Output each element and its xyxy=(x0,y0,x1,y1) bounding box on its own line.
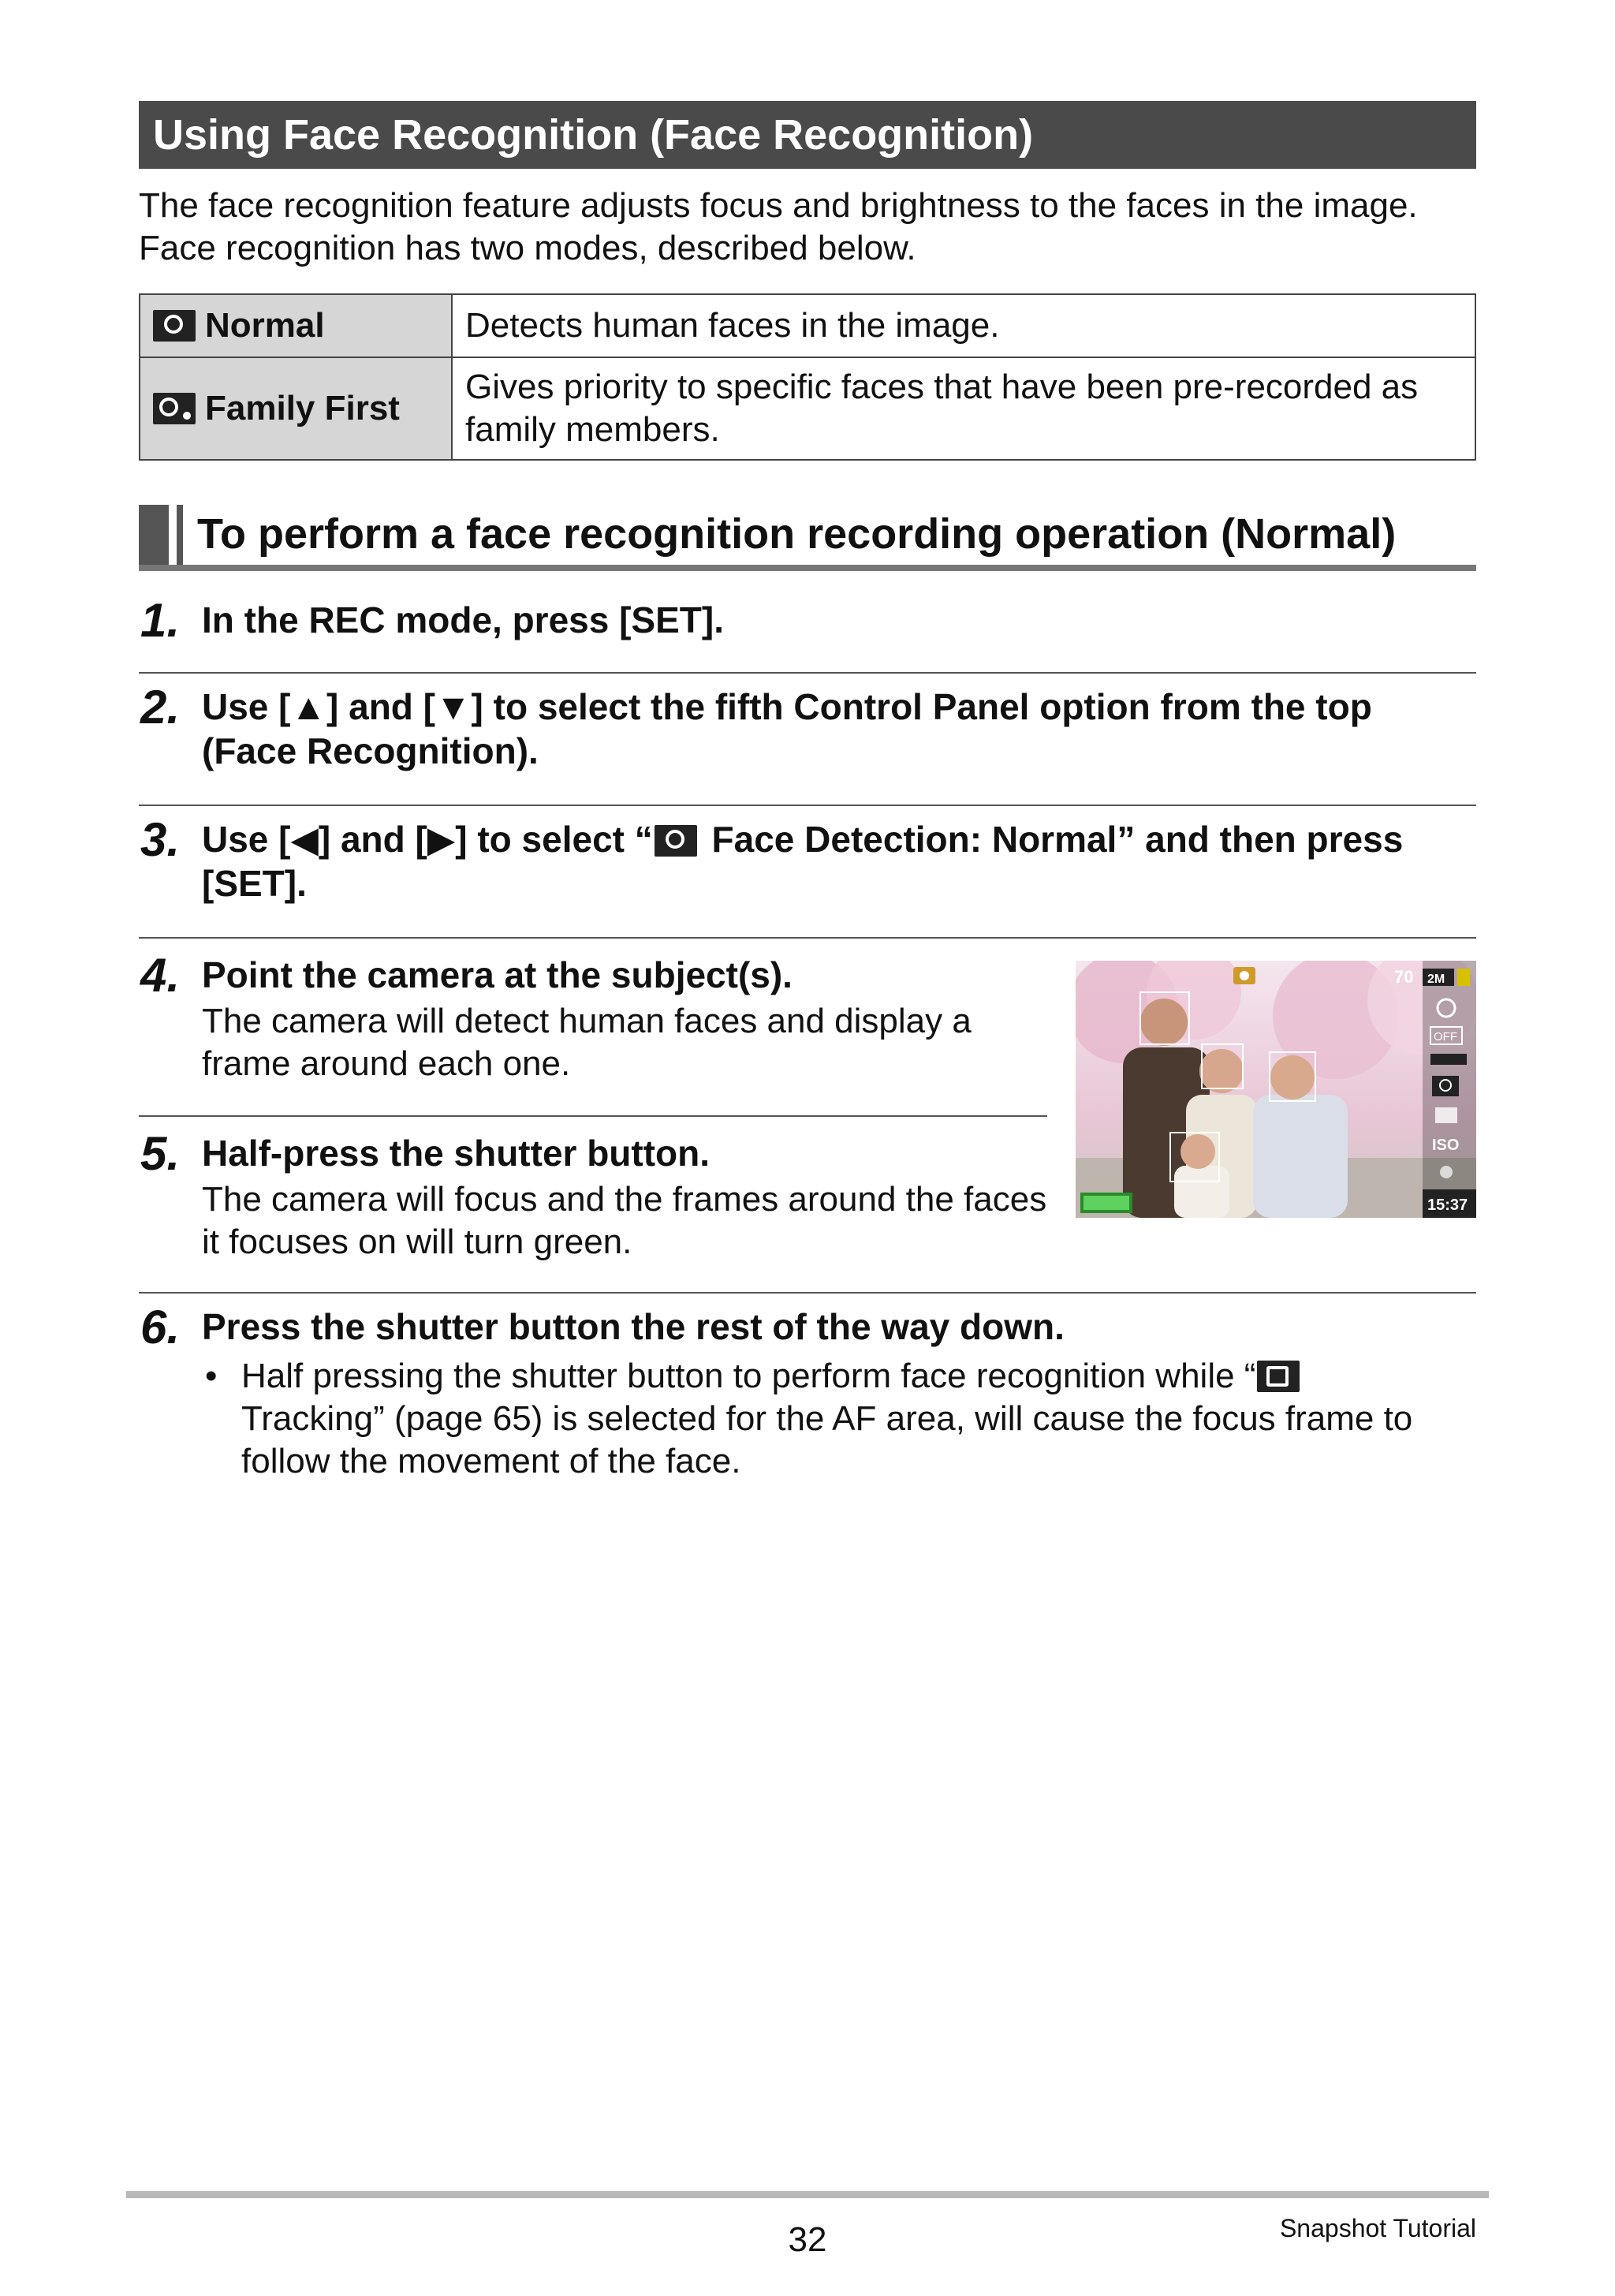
mode-name: Normal xyxy=(205,306,325,345)
step-number: 2. xyxy=(140,681,181,734)
section-title: Using Face Recognition (Face Recognition) xyxy=(139,101,1476,169)
table-row xyxy=(140,357,1475,460)
iso-indicator: ISO xyxy=(1432,1137,1460,1154)
footer-rule xyxy=(126,2191,1489,2198)
mode-name: Family First xyxy=(205,389,400,427)
step-3 xyxy=(139,806,1476,939)
right-arrow-icon: ▶ xyxy=(427,819,456,860)
step-number: 4. xyxy=(140,949,181,1002)
steps-4-5-block xyxy=(139,939,1476,1292)
mode-description: Detects human faces in the image. xyxy=(452,294,1475,357)
mode-description: Gives priority to specific faces that have been pre-recorded as family members. xyxy=(452,357,1475,460)
step-2 xyxy=(139,674,1476,806)
step-number: 5. xyxy=(140,1127,181,1180)
step-description: The camera will detect human faces and display a frame around each one. xyxy=(202,1002,972,1083)
section-intro xyxy=(139,185,1476,270)
step-6 xyxy=(139,1294,1476,1483)
face-normal-icon xyxy=(655,825,697,857)
camera-screen-image xyxy=(1076,961,1476,1218)
intro-line-2: Face recognition has two modes, described below. xyxy=(139,229,916,267)
procedure-title: To perform a face recognition recording operation (Normal) xyxy=(197,510,1397,558)
step-number: 1. xyxy=(140,594,181,647)
step-title: Point the camera at the subject(s). xyxy=(202,954,793,995)
step-note: • Half pressing the shutter button to perform face recognition while “ Tracking” (page 65) is selected for the AF area, will cause the focus frame to follow the movement of the face. xyxy=(205,1357,1413,1480)
step-title: Use [▲] and [▼] to select the fifth Control Panel option from the top (Face Recognition). xyxy=(202,686,1372,771)
tracking-icon xyxy=(1257,1361,1300,1392)
time-indicator: 15:37 xyxy=(1427,1197,1468,1214)
up-arrow-icon: ▲ xyxy=(290,686,327,727)
table-row xyxy=(140,294,1475,357)
step-title: In the REC mode, press [SET]. xyxy=(202,599,724,640)
footer-section-label: Snapshot Tutorial xyxy=(1279,2214,1476,2242)
face-normal-icon xyxy=(153,310,196,342)
face-family-icon xyxy=(153,393,196,424)
image-size-indicator: 2M xyxy=(1427,973,1445,986)
mode-name-cell xyxy=(140,294,452,357)
mode-name-cell xyxy=(140,357,452,460)
step-1 xyxy=(139,594,1476,674)
step-5 xyxy=(139,1117,1047,1292)
step-4 xyxy=(139,939,1047,1117)
manual-page xyxy=(139,101,1476,1483)
down-arrow-icon: ▼ xyxy=(435,686,472,727)
left-arrow-icon: ◀ xyxy=(290,819,319,860)
shot-count-indicator: 70 xyxy=(1394,967,1414,987)
step-number: 6. xyxy=(140,1301,181,1353)
step-title: Press the shutter button the rest of the way down. xyxy=(202,1306,1065,1347)
procedure-heading xyxy=(139,505,1476,571)
step-title: Half-press the shutter button. xyxy=(202,1133,711,1174)
bullet-icon: • xyxy=(205,1357,218,1395)
modes-table xyxy=(139,293,1476,461)
step-number: 3. xyxy=(140,813,181,866)
step-description: The camera will focus and the frames around the faces it focuses on will turn green. xyxy=(202,1180,1047,1261)
page-number: 32 xyxy=(788,2220,827,2259)
step-title: Use [◀] and [▶] to select “ Face Detection: Normal” and then press [SET]. xyxy=(202,819,1404,904)
intro-line-1: The face recognition feature adjusts focus and brightness to the faces in the image. xyxy=(139,186,1418,225)
flash-indicator: OFF xyxy=(1434,1030,1457,1043)
